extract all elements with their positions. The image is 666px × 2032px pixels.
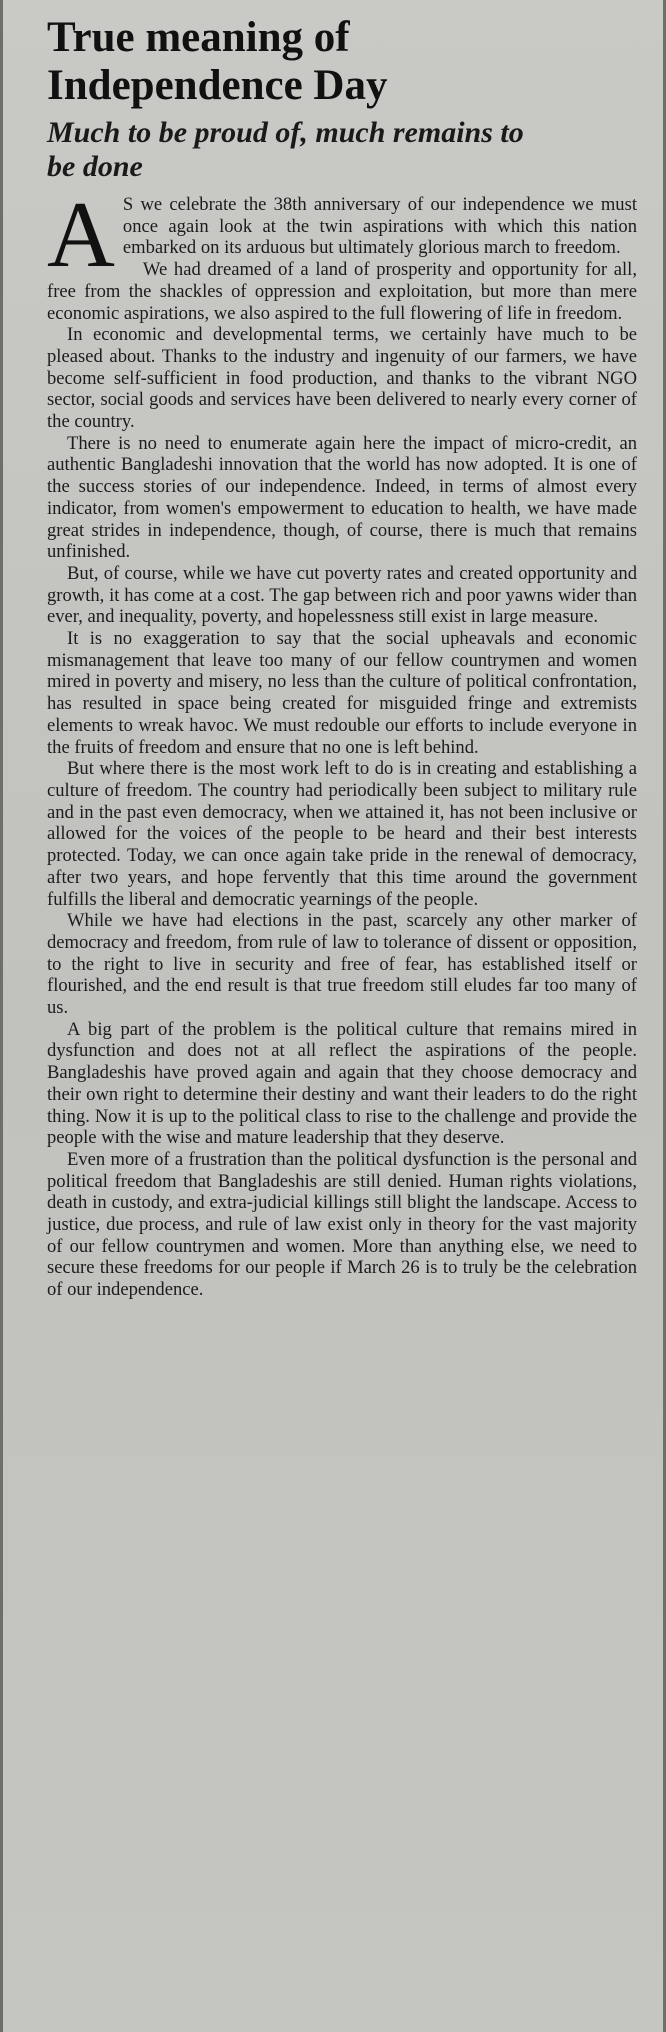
editorial-article xyxy=(3,0,663,1301)
paragraph-8: While we have had elections in the past, scarcely any other marker of democracy and freedom, from rule of law to tolerance of dissent or opposition, to the right to live in security and free of fear, has established itself or flourished, and the end result is that true freedom still eludes far too many of us. xyxy=(47,910,637,1019)
drop-cap: A xyxy=(47,183,115,287)
subheadline-line-2: be done xyxy=(47,150,143,183)
paragraph-3: In economic and developmental terms, we certainly have much to be pleased about. Thanks to the industry and ingenuity of our farmers, we have become self-sufficient in food production, and thanks to the vibrant NGO sector, social goods and services have been delivered to nearly every corner of the country. xyxy=(47,324,637,433)
paragraph-1 xyxy=(47,183,637,287)
paragraph-10: Even more of a frustration than the political dysfunction is the personal and political freedom that Bangladeshis are still denied. Human rights violations, death in custody, and extra-judicial killings still blight the landscape. Access to justice, due process, and rule of law exist only in theory for the vast majority of our fellow countrymen and women. More than anything else, we need to secure these freedoms for our people if March 26 is to truly be the celebration of our independence. xyxy=(47,1148,637,1301)
paragraph-2: We had dreamed of a land of prosperity and opportunity for all, free from the shackles of oppression and exploitation, but more than mere economic aspirations, we also aspired to the full flowering of life in freedom. xyxy=(47,259,637,324)
paragraph-7: But where there is the most work left to do is in creating and establishing a culture of freedom. The country had periodically been subject to military rule and in the past even democracy, when we attained it, has not been inclusive or allowed for the voices of the people to be heard and their best interests protected. Today, we can once again take pride in the renewal of democracy, after two years, and hope fervently that this time around the government fulfills the liberal and democratic yearnings of the people. xyxy=(47,758,637,910)
headline xyxy=(47,14,637,110)
paragraph-1-text: S we celebrate the 38th anniversary of our independence we must once again look at the twin aspirations with which this nation embarked on its arduous but ultimately glorious march to freedom. xyxy=(122,194,637,259)
paragraph-6: It is no exaggeration to say that the social upheavals and economic mismanagement that leave too many of our fellow countrymen and women mired in poverty and misery, no less than the culture of political confrontation, has resulted in space being created for misguided fringe and extremists elements to wreak havoc. We must redouble our efforts to include everyone in the fruits of freedom and ensure that no one is left behind. xyxy=(47,628,637,758)
subheadline xyxy=(47,116,637,184)
headline-line-1: True meaning of xyxy=(47,14,350,61)
paragraph-5: But, of course, while we have cut poverty rates and created opportunity and growth, it has come at a cost. The gap between rich and poor yawns wider than ever, and inequality, poverty, and hopelessness still exist in large measure. xyxy=(47,562,637,628)
paragraph-9: A big part of the problem is the political culture that remains mired in dysfunction and does not at all reflect the aspirations of the people. Bangladeshis have proved again and again that they choose democracy and their own right to determine their destiny and want their leaders to do the right thing. Now it is up to the political class to rise to the challenge and provide the people with the wise and mature leadership that they deserve. xyxy=(47,1018,637,1149)
headline-line-2: Independence Day xyxy=(47,62,388,109)
subheadline-line-1: Much to be proud of, much remains to xyxy=(47,116,524,149)
paragraph-4: There is no need to enumerate again here the impact of micro-credit, an authentic Bangladeshi innovation that the world has now adopted. It is one of the success stories of our independence. Indeed, in terms of almost every indicator, from women's empowerment to education to health, we have made great strides in independence, though, of course, there is much that remains unfinished. xyxy=(47,432,637,563)
article-body xyxy=(47,183,637,1301)
